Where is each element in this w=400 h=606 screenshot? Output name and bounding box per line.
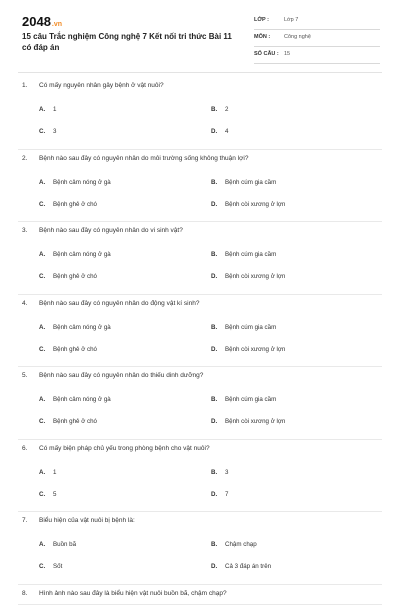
option-d[interactable] bbox=[211, 201, 285, 208]
option-label: A. bbox=[39, 468, 46, 476]
option-label: A. bbox=[39, 323, 46, 331]
question-text: Hình ảnh nào sau đây là biểu hiện vật nuôi buồn bã, chậm chạp? bbox=[39, 589, 227, 597]
option-label: B. bbox=[211, 178, 218, 186]
option-c[interactable] bbox=[39, 346, 97, 353]
question-number: 4. bbox=[22, 299, 28, 307]
question-item bbox=[0, 78, 400, 151]
question-text: Biểu hiện của vật nuôi bị bệnh là: bbox=[39, 517, 135, 524]
question-text: Bệnh nào sau đây có nguyên nhân do thiếu dinh dưỡng? bbox=[39, 372, 204, 379]
option-text: Bệnh ghẻ ở chó bbox=[53, 273, 97, 280]
option-text: 4 bbox=[225, 128, 229, 135]
option-text: Cả 3 đáp án trên bbox=[225, 563, 272, 570]
option-d[interactable] bbox=[211, 346, 285, 353]
option-d[interactable] bbox=[211, 418, 285, 425]
option-text: Bệnh cảm nóng ở gà bbox=[53, 323, 111, 331]
option-text: Bệnh ghẻ ở chó bbox=[53, 345, 97, 353]
option-text: Bệnh cảm nóng ở gà bbox=[53, 251, 111, 258]
meta-value: 15 bbox=[284, 51, 291, 57]
option-a[interactable] bbox=[39, 541, 76, 548]
option-label: C. bbox=[39, 418, 46, 425]
option-label: C. bbox=[39, 563, 46, 570]
question-item bbox=[0, 586, 400, 606]
question-list bbox=[0, 78, 400, 606]
question-text: Có mấy nguyên nhân gây bệnh ở vật nuôi? bbox=[39, 82, 164, 89]
option-c[interactable] bbox=[39, 273, 97, 280]
option-label: C. bbox=[39, 128, 46, 135]
option-text: 5 bbox=[53, 490, 57, 498]
option-d[interactable] bbox=[211, 273, 285, 280]
meta-value: Lớp 7 bbox=[284, 17, 299, 23]
question-text: Bệnh nào sau đây có nguyên nhân do môi trường sống không thuận lợi? bbox=[39, 154, 249, 162]
meta-row-class bbox=[254, 15, 380, 30]
option-label: C. bbox=[39, 345, 46, 353]
option-text: 2 bbox=[225, 106, 229, 113]
header-divider bbox=[18, 72, 382, 73]
site-logo[interactable] bbox=[22, 14, 62, 29]
option-label: D. bbox=[211, 273, 218, 280]
option-a[interactable] bbox=[39, 469, 56, 476]
question-number: 5. bbox=[22, 372, 28, 379]
option-label: B. bbox=[211, 323, 218, 331]
option-label: B. bbox=[211, 396, 218, 403]
option-label: C. bbox=[39, 273, 46, 280]
question-number: 6. bbox=[22, 444, 28, 452]
option-label: A. bbox=[39, 178, 46, 186]
question-item bbox=[0, 368, 400, 441]
question-number: 3. bbox=[22, 227, 28, 234]
option-label: A. bbox=[39, 251, 46, 258]
option-label: B. bbox=[211, 251, 218, 258]
option-text: Bệnh ghẻ ở chó bbox=[53, 418, 97, 425]
logo-suffix: .vn bbox=[51, 21, 63, 28]
option-label: A. bbox=[39, 106, 46, 113]
meta-row-subject bbox=[254, 32, 380, 47]
option-text: Bệnh cảm nóng ở gà bbox=[53, 396, 111, 403]
option-b[interactable] bbox=[211, 179, 276, 186]
question-number: 1. bbox=[22, 82, 28, 89]
question-item bbox=[0, 513, 400, 586]
option-a[interactable] bbox=[39, 251, 111, 258]
question-number: 7. bbox=[22, 517, 28, 524]
option-text: 3 bbox=[225, 468, 229, 476]
option-text: Bệnh còi xương ở lợn bbox=[225, 273, 286, 280]
meta-label: SỐ CÂU : bbox=[254, 51, 279, 57]
question-item bbox=[0, 223, 400, 296]
page-title: 15 câu Trắc nghiệm Công nghệ 7 Kết nối tri thức Bài 11 có đáp án bbox=[22, 32, 232, 52]
option-text: Sốt bbox=[53, 563, 63, 570]
question-item bbox=[0, 151, 400, 224]
question-number: 2. bbox=[22, 154, 28, 162]
option-b[interactable] bbox=[211, 106, 228, 113]
option-label: D. bbox=[211, 200, 218, 208]
option-text: Bệnh ghẻ ở chó bbox=[53, 200, 97, 208]
option-label: B. bbox=[211, 468, 218, 476]
option-text: Bệnh cúm gia cầm bbox=[225, 178, 277, 186]
meta-value: Công nghệ bbox=[284, 34, 311, 40]
option-text: Bệnh còi xương ở lợn bbox=[225, 200, 286, 208]
question-item bbox=[0, 296, 400, 369]
option-text: Bệnh cúm gia cầm bbox=[225, 396, 277, 403]
question-text: Bệnh nào sau đây có nguyên nhân do vi sinh vật? bbox=[39, 227, 183, 234]
option-text: Bệnh cảm nóng ở gà bbox=[53, 178, 111, 186]
option-c[interactable] bbox=[39, 128, 56, 135]
option-label: C. bbox=[39, 200, 46, 208]
option-a[interactable] bbox=[39, 396, 111, 403]
option-d[interactable] bbox=[211, 128, 228, 135]
meta-row-count bbox=[254, 49, 380, 64]
option-label: D. bbox=[211, 345, 218, 353]
option-text: 1 bbox=[53, 106, 57, 113]
logo-text: 2048 bbox=[22, 14, 51, 29]
option-text: Bệnh còi xương ở lợn bbox=[225, 418, 286, 425]
option-d[interactable] bbox=[211, 563, 271, 570]
option-label: D. bbox=[211, 418, 218, 425]
option-text: 1 bbox=[53, 468, 57, 476]
option-b[interactable] bbox=[211, 541, 257, 548]
option-text: 3 bbox=[53, 128, 57, 135]
question-text: Có mấy biện pháp chủ yếu trong phòng bệnh cho vật nuôi? bbox=[39, 444, 210, 452]
option-label: A. bbox=[39, 541, 46, 548]
worksheet-header bbox=[0, 0, 400, 72]
option-text: 7 bbox=[225, 490, 229, 498]
option-label: A. bbox=[39, 396, 46, 403]
meta-info bbox=[254, 15, 380, 66]
option-text: Chậm chạp bbox=[225, 541, 257, 548]
option-label: B. bbox=[211, 106, 218, 113]
meta-label: LỚP : bbox=[254, 17, 269, 23]
option-c[interactable] bbox=[39, 563, 62, 570]
option-c[interactable] bbox=[39, 418, 97, 425]
option-label: C. bbox=[39, 490, 46, 498]
option-a[interactable] bbox=[39, 106, 56, 113]
option-text: Buồn bã bbox=[53, 541, 77, 548]
option-b[interactable] bbox=[211, 396, 276, 403]
question-text: Bệnh nào sau đây có nguyên nhân do động vật kí sinh? bbox=[39, 299, 200, 307]
question-item bbox=[0, 441, 400, 514]
option-c[interactable] bbox=[39, 491, 56, 498]
option-label: D. bbox=[211, 490, 218, 498]
option-label: B. bbox=[211, 541, 218, 548]
option-b[interactable] bbox=[211, 251, 276, 258]
option-text: Bệnh còi xương ở lợn bbox=[225, 345, 286, 353]
option-text: Bệnh cúm gia cầm bbox=[225, 251, 277, 258]
option-a[interactable] bbox=[39, 324, 111, 331]
option-label: D. bbox=[211, 563, 218, 570]
option-d[interactable] bbox=[211, 491, 228, 498]
option-b[interactable] bbox=[211, 324, 276, 331]
option-b[interactable] bbox=[211, 469, 228, 476]
option-c[interactable] bbox=[39, 201, 97, 208]
option-text: Bệnh cúm gia cầm bbox=[225, 323, 277, 331]
option-a[interactable] bbox=[39, 179, 111, 186]
option-label: D. bbox=[211, 128, 218, 135]
question-number: 8. bbox=[22, 589, 28, 597]
meta-label: MÔN : bbox=[254, 34, 271, 40]
